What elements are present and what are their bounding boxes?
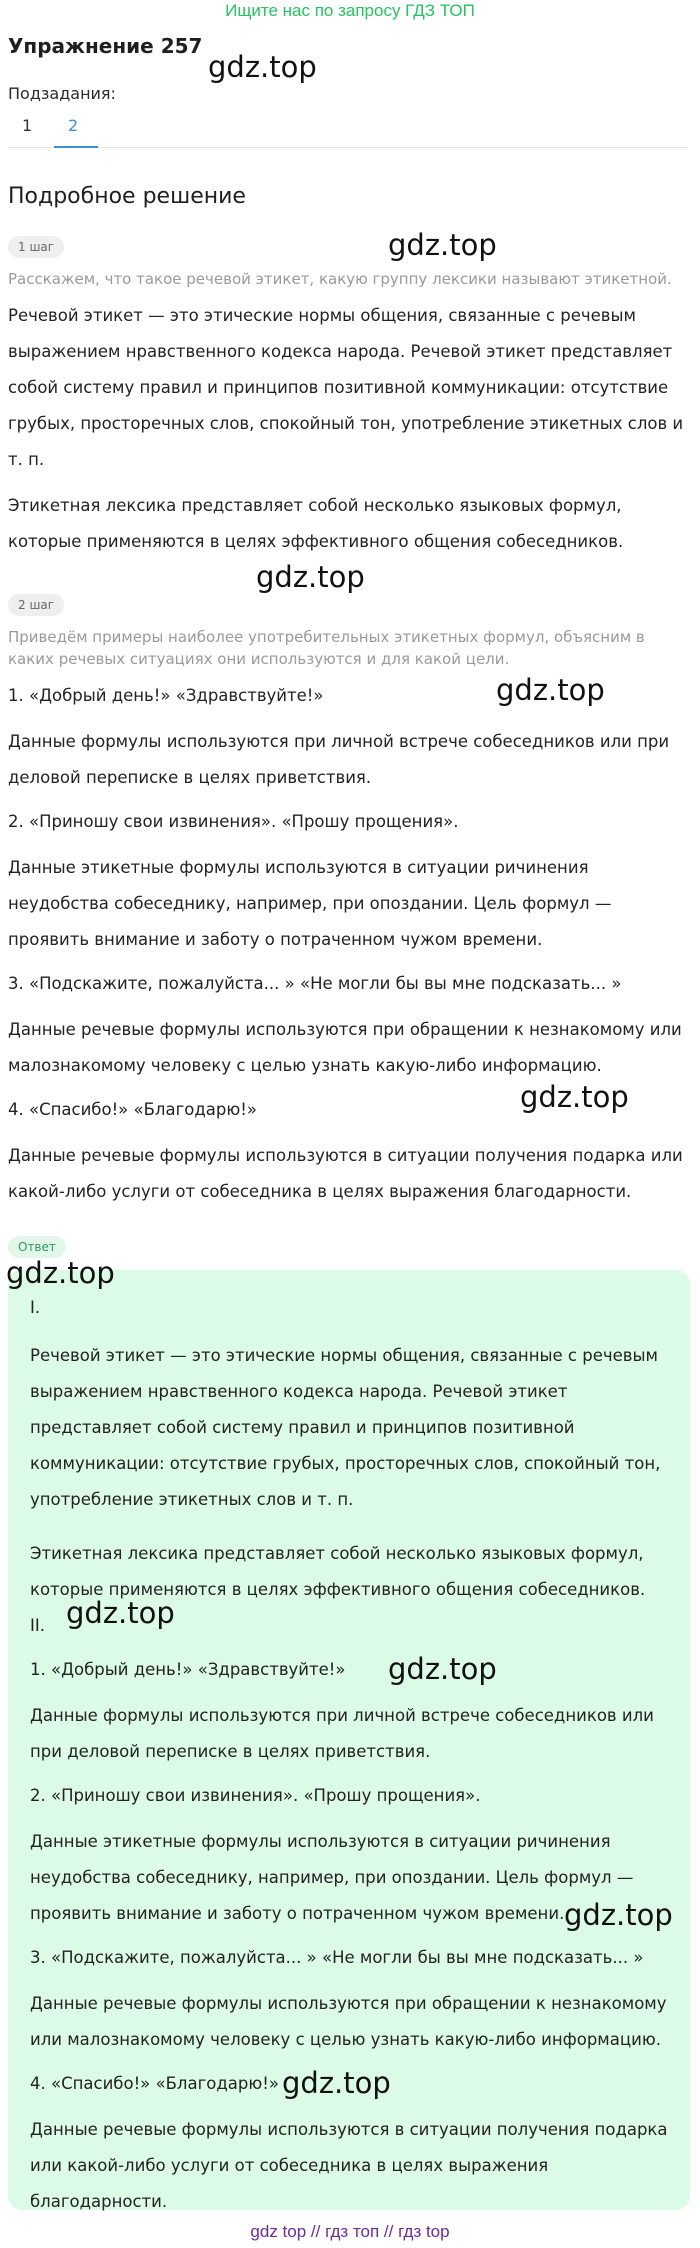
tab-subtask-1[interactable]: 1 (22, 116, 33, 135)
step-2-item: 3. «Подскажите, пожалуйста... » «Не могли бы вы мне подсказать... » (8, 974, 622, 993)
answer-item: Данные этикетные формулы используются в ситуации ричинения неудобства собеседнику, например, при опоздании. Цель формул — проявить внимание и заботу о потраченном чужом времени. (30, 1832, 634, 1923)
answer-item: Данные речевые формулы используются при обращении к незнакомому или малознакомому человеку с целью узнать какую-либо информацию. (30, 1994, 667, 2049)
step-2-item: Данные этикетные формулы используются в ситуации ричинения неудобства собеседнику, например, при опоздании. Цель формул — проявить внимание и заботу о потраченном чужом времени. (8, 858, 612, 949)
section-title: Подробное решение (8, 184, 246, 209)
subtasks-label: Подзадания: (8, 84, 116, 103)
active-tab-indicator (54, 146, 98, 148)
search-banner: Ищите нас по запросу ГДЗ ТОП (225, 1, 475, 20)
step-1-badge: 1 шаг (8, 236, 64, 258)
answer-item: Данные формулы используются при личной встрече собеседников или при деловой переписке в целях приветствия. (30, 1706, 654, 1761)
watermark: gdz.top (256, 560, 365, 594)
step-2-item: 4. «Спасибо!» «Благодарю!» (8, 1100, 257, 1119)
answer-item: 1. «Добрый день!» «Здравствуйте!» (30, 1660, 346, 1679)
step-1-paragraph: Речевой этикет — это этические нормы общения, связанные с речевым выражением нравственного кодекса народа. Речевой этикет представляет собой систему правил и принципов позитивной коммуникации: отсутствие грубых, просторечных слов, спокойный тон, употребление этикетных слов и т. п. (8, 306, 684, 469)
subtask-tabs (8, 112, 688, 148)
watermark: gdz.top (6, 1256, 115, 1290)
watermark: gdz.top (208, 50, 317, 84)
step-2-item: 1. «Добрый день!» «Здравствуйте!» (8, 686, 324, 705)
step-2-item: Данные формулы используются при личной встрече собеседников или при деловой переписке в целях приветствия. (8, 732, 670, 787)
tab-subtask-2[interactable]: 2 (68, 116, 79, 135)
answer-item: 2. «Приношу свои извинения». «Прошу прощения». (30, 1786, 481, 1805)
watermark: gdz.top (66, 1596, 175, 1630)
watermark: gdz.top (520, 1080, 629, 1114)
step-2-hint: Приведём примеры наиболее употребительных этикетных формул, объясним в каких речевых ситуациях они используются и для какой цели. (8, 628, 645, 668)
answer-paragraph: Этикетная лексика представляет собой несколько языковых формул, которые применяются в целях эффективного общения собеседников. (30, 1544, 646, 1599)
watermark: gdz.top (496, 673, 605, 707)
watermark: gdz.top (388, 228, 497, 262)
answer-paragraph: Речевой этикет — это этические нормы общения, связанные с речевым выражением нравственного кодекса народа. Речевой этикет представляет собой систему правил и принципов позитивной коммуникации: отсутствие грубых, просторечных слов, спокойный тон, употребление этикетных слов и т. п. (30, 1346, 661, 1509)
exercise-title: Упражнение 257 (8, 34, 203, 58)
answer-item: 4. «Спасибо!» «Благодарю!» (30, 2074, 279, 2093)
answer-item: 3. «Подскажите, пожалуйста... » «Не могли бы вы мне подсказать... » (30, 1948, 644, 1967)
answer-item: Данные речевые формулы используются в ситуации получения подарка или какой-либо услуги от собеседника в целях выражения благодарности. (30, 2120, 668, 2211)
answer-roman-numeral: II. (30, 1616, 45, 1635)
answer-badge: Ответ (8, 1236, 66, 1258)
watermark: gdz.top (282, 2066, 391, 2100)
step-1-paragraph: Этикетная лексика представляет собой несколько языковых формул, которые применяются в целях эффективного общения собеседников. (8, 496, 624, 551)
step-1-hint: Расскажем, что такое речевой этикет, какую группу лексики называют этикетной. (8, 270, 672, 288)
watermark: gdz.top (564, 1898, 673, 1932)
watermark: gdz.top (388, 1652, 497, 1686)
answer-roman-numeral: I. (30, 1298, 41, 1317)
step-2-item: Данные речевые формулы используются при обращении к незнакомому или малознакомому человеку с целью узнать какую-либо информацию. (8, 1020, 682, 1075)
step-2-item: Данные речевые формулы используются в ситуации получения подарка или какой-либо услуги от собеседника в целях выражения благодарности. (8, 1146, 683, 1201)
footer-links[interactable]: gdz top // гдз топ // гдз top (250, 2222, 450, 2241)
step-2-badge: 2 шаг (8, 594, 64, 616)
step-2-item: 2. «Приношу свои извинения». «Прошу прощения». (8, 812, 459, 831)
